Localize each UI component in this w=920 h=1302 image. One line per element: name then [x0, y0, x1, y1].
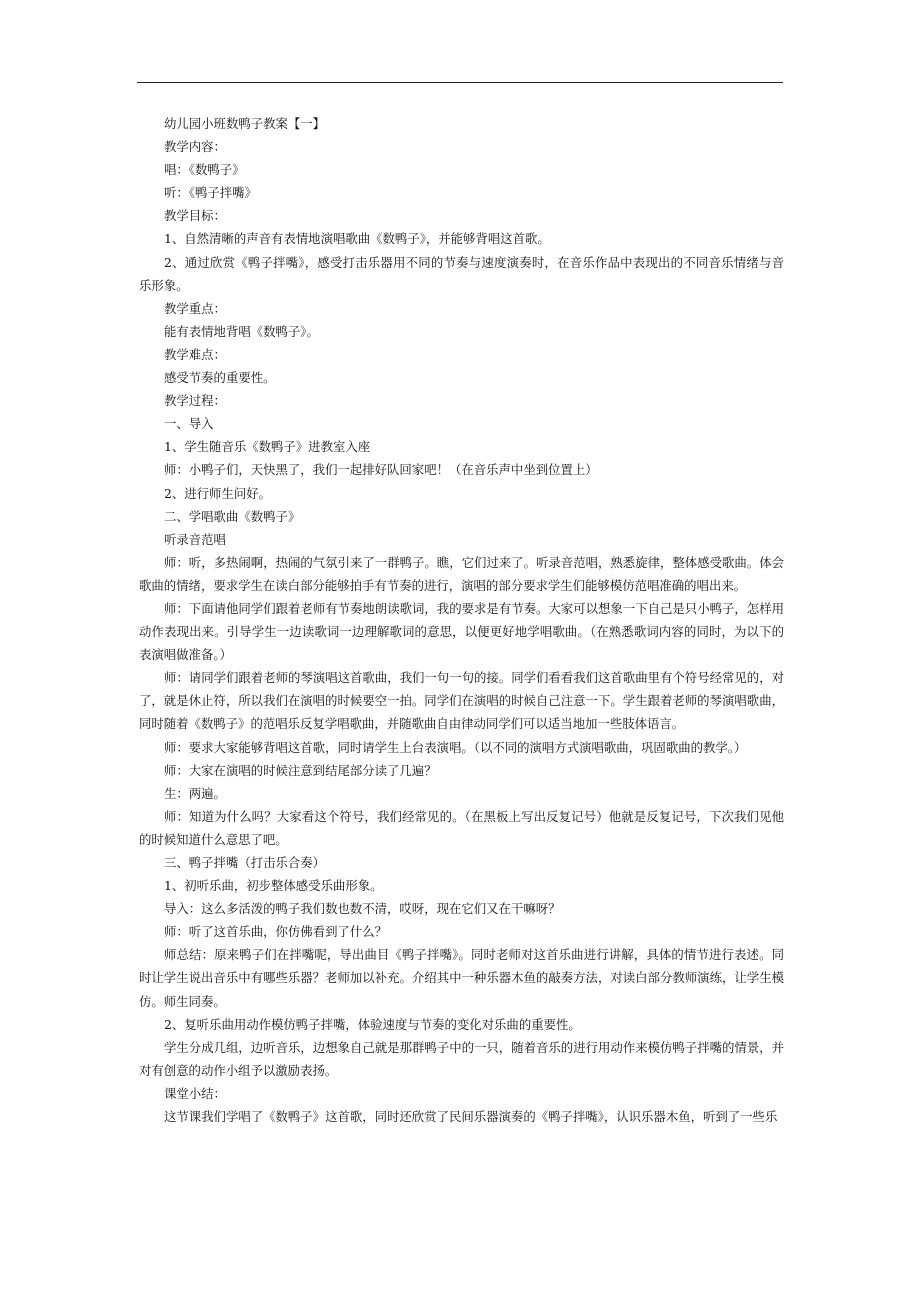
paragraph: 1、自然清晰的声音有表情地演唱歌曲《数鸭子》，并能够背唱这首歌。 — [164, 231, 550, 247]
paragraph: 二、学唱歌曲《数鸭子》 — [164, 508, 301, 524]
section-heading-keypoint: 教学重点： — [164, 300, 226, 316]
paragraph: 师：请同学们跟着老师的琴演唱这首歌曲，我们一句一句的接。同学们看看我们这首歌曲里有个符号经常见的，对了，就是休止符，所以我们在演唱的时候要空一拍。同学们在演唱的时候自己注意一下。学生跟着老师的琴演唱歌曲，同时随着《数鸭子》的范唱乐反复学唱歌曲，并随歌曲自由律动同学们可以适当地加一些肢体语言。 — [139, 670, 784, 732]
paragraph: 唱：《数鸭子》 — [164, 162, 245, 178]
section-heading-goals: 教学目标： — [164, 208, 226, 224]
paragraph: 2、进行师生问好。 — [164, 485, 272, 501]
paragraph: 2、复听乐曲用动作模仿鸭子拌嘴，体验速度与节奏的变化对乐曲的重要性。 — [164, 1016, 581, 1032]
paragraph: 听：《鸭子拌嘴》 — [164, 185, 257, 201]
paragraph: 1、初听乐曲，初步整体感受乐曲形象。 — [164, 878, 383, 894]
paragraph: 2、通过欣赏《鸭子拌嘴》，感受打击乐器用不同的节奏与速度演奏时，在音乐作品中表现出的不同音乐情绪与音乐形象。 — [139, 254, 784, 293]
document-body — [139, 112, 784, 1128]
paragraph: 导入：这么多活泼的鸭子我们数也数不清，哎呀，现在它们又在干嘛呀？ — [164, 901, 561, 917]
paragraph: 师：知道为什么吗？大家看这个符号，我们经常见的。（在黑板上写出反复记号）他就是反复记号，下次我们见他的时候知道什么意思了吧。 — [139, 808, 784, 847]
section-heading-process: 教学过程： — [164, 393, 226, 409]
paragraph: 师：听，多热闹啊，热闹的气氛引来了一群鸭子。瞧，它们过来了。听录音范唱，熟悉旋律，整体感受歌曲。体会歌曲的情绪，要求学生在读白部分能够拍手有节奏的进行，演唱的部分要求学生们能够模仿范唱准确的唱出来。 — [139, 554, 784, 593]
paragraph: 师：要求大家能够背唱这首歌，同时请学生上台表演唱。（以不同的演唱方式演唱歌曲，巩固歌曲的教学。） — [164, 739, 747, 755]
section-heading-content: 教学内容： — [164, 139, 226, 155]
section-heading-difficulty: 教学难点： — [164, 346, 226, 362]
paragraph: 师：下面请他同学们跟着老师有节奏地朗读歌词，我的要求是有节奏。大家可以想象一下自己是只小鸭子，怎样用动作表现出来。引导学生一边读歌词一边理解歌词的意思，以便更好地学唱歌曲。（在熟悉歌词内容的同时，为以下的表演唱做准备。） — [139, 600, 784, 663]
header-rule — [137, 82, 783, 83]
paragraph: 师：大家在演唱的时候注意到结尾部分读了几遍？ — [164, 762, 437, 778]
paragraph: 生：两遍。 — [164, 785, 226, 801]
paragraph: 三、鸭子拌嘴（打击乐合奏） — [164, 855, 326, 870]
paragraph: 1、学生随音乐《数鸭子》进教室入座 — [164, 439, 371, 455]
paragraph: 师：听了这首乐曲，你仿佛看到了什么？ — [164, 924, 388, 940]
paragraph: 学生分成几组，边听音乐，边想象自己就是那群鸭子中的一只，随着音乐的进行用动作来模仿鸭子拌嘴的情景，并对有创意的动作小组予以激励表扬。 — [139, 1039, 784, 1078]
paragraph: 一、导入 — [164, 416, 214, 432]
paragraph: 听录音范唱 — [164, 531, 226, 547]
paragraph: 能有表情地背唱《数鸭子》。 — [164, 323, 319, 339]
paragraph: 师总结：原来鸭子们在拌嘴呢，导出曲目《鸭子拌嘴》。同时老师对这首乐曲进行讲解，具体的情节进行表述。同时让学生说出音乐中有哪些乐器？老师加以补充。介绍其中一种乐器木鱼的敲奏方法，对读白部分教师演练，让学生模仿。师生同奏。 — [139, 947, 784, 1009]
section-heading-summary: 课堂小结： — [164, 1085, 226, 1101]
paragraph: 师：小鸭子们，天快黑了，我们一起排好队回家吧！（在音乐声中坐到位置上） — [164, 462, 598, 478]
paragraph: 感受节奏的重要性。 — [164, 370, 276, 386]
paragraph: 这节课我们学唱了《数鸭子》这首歌，同时还欣赏了民间乐器演奏的《鸭子拌嘴》，认识乐器木鱼，听到了一些乐 — [164, 1109, 778, 1125]
doc-title: 幼儿园小班数鸭子教案【一】 — [164, 116, 326, 131]
